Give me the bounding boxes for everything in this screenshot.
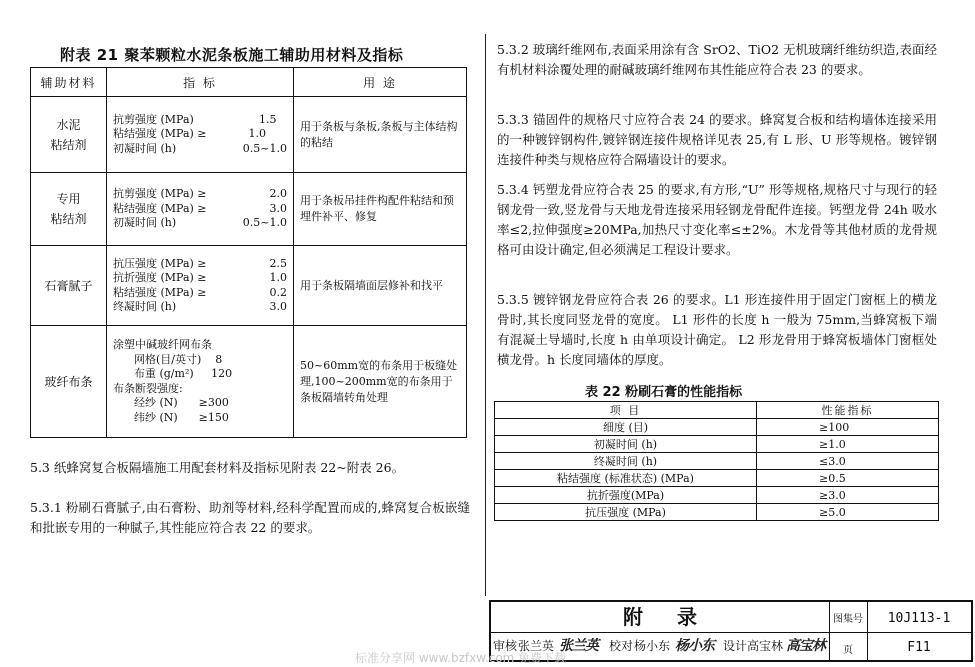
spec-cell: [107, 246, 294, 326]
table-row: [495, 487, 939, 504]
material-name: 玻纤布条: [31, 326, 107, 438]
item-cell: 抗压强度 (MPa): [495, 504, 757, 521]
table-row: [495, 504, 939, 521]
check-label: 校对: [609, 639, 634, 653]
table21-header-spec: 指 标: [107, 68, 294, 97]
use-cell: 用于条板与条板,条板与主体结构的粘结: [294, 97, 467, 173]
table22: [494, 401, 939, 521]
spec-line: 网格(目/英寸) 8: [113, 352, 223, 366]
paragraph-5-3-3: 5.3.3 锚固件的规格尺寸应符合表 24 的要求。蜂窝复合板和结构墙体连接采用的一种镀锌钢构件,镀锌钢连接件规格详见表 25,有 L 形、U 形等规格。镀锌钢连接件种类与规格应符合隔墙设计的要求。: [497, 112, 937, 167]
watermark-text: 标准分享网 www.bzfxw.com 免费下载: [355, 651, 567, 665]
table21-header-material: 辅助材料: [31, 68, 107, 97]
checker-name: 杨小东: [634, 639, 671, 653]
spec-line: 初凝时间 (h) 0.5~1.0: [113, 216, 287, 230]
value-cell: ≥0.5: [757, 470, 939, 487]
spec-line: 纬纱 (N) ≥150: [113, 410, 229, 424]
spec-line: 涂塑中碱玻纤网布条: [113, 338, 212, 351]
spec-line: 抗压强度 (MPa) ≥ 2.5: [113, 256, 287, 270]
designer-name: 高宝林: [747, 639, 784, 653]
spec-line: 经纱 (N) ≥300: [113, 396, 229, 409]
spec-line: 抗剪强度 (MPa) 1.5: [113, 112, 287, 126]
item-cell: 抗折强度(MPa): [495, 487, 757, 504]
paragraph-5-3: 5.3 纸蜂窝复合板隔墙施工用配套材料及指标见附表 22~附表 26。: [30, 460, 405, 475]
spec-cell: [107, 173, 294, 246]
table-row: [495, 436, 939, 453]
item-cell: 终凝时间 (h): [495, 453, 757, 470]
table21-title: 附表 21 聚苯颗粒水泥条板施工辅助用材料及指标: [60, 46, 404, 64]
table-row: [495, 453, 939, 470]
table22-header-item: 项 目: [495, 402, 757, 419]
value-cell: ≥5.0: [757, 504, 939, 521]
item-cell: 初凝时间 (h): [495, 436, 757, 453]
table21-header-row: [31, 68, 467, 97]
spec-cell: [107, 97, 294, 173]
spec-cell: [107, 326, 294, 438]
item-cell: 粘结强度 (标准状态) (MPa): [495, 470, 757, 487]
spec-line: 布条断裂强度:: [113, 381, 183, 395]
design-label: 设计: [723, 639, 748, 653]
value-cell: ≥100: [757, 419, 939, 436]
reviewer-signature: 张兰英: [559, 638, 598, 654]
table-row: [31, 246, 467, 326]
table-row: [495, 470, 939, 487]
spec-line: 粘结强度 (MPa) ≥ 3.0: [113, 201, 287, 215]
table22-header-index: 性能指标: [757, 402, 939, 419]
column-divider: [485, 34, 486, 596]
use-cell: 用于条板吊挂件构配件粘结和预埋件补平、修复: [294, 173, 467, 246]
paragraph-5-3-5: 5.3.5 镀锌钢龙骨应符合表 26 的要求。L1 形连接件用于固定门窗框上的横龙骨时,其长度同竖龙骨的宽度。 L1 形件的长度 h 一般为 75mm,当蜂窝板下端有混凝土导墙时,长度 h 由单项设计确定。 L2 形龙骨用于蜂窝板墙体门窗框处横龙骨。h 长度同墙体的厚度。: [497, 292, 937, 367]
table-row: [31, 173, 467, 246]
table-row: [495, 419, 939, 436]
paragraph-5-3-1: 5.3.1 粉刷石膏腻子,由石膏粉、助剂等材料,经科学配置而成的,蜂窝复合板嵌缝和批嵌专用的一种腻子,其性能应符合表 22 的要求。: [30, 500, 470, 535]
page-number: F11: [907, 640, 931, 655]
material-name: 石膏腻子: [31, 246, 107, 326]
value-cell: ≥1.0: [757, 436, 939, 453]
appendix-title: 附录: [623, 605, 731, 629]
spec-line: 粘结强度 (MPa) ≥ 0.2: [113, 285, 287, 299]
material-name: 水泥 粘结剂: [31, 97, 107, 173]
spec-line: 抗剪强度 (MPa) ≥ 2.0: [113, 187, 287, 201]
table22-title: 表 22 粉刷石膏的性能指标: [585, 385, 743, 400]
spec-line: 初凝时间 (h) 0.5~1.0: [113, 141, 287, 155]
spec-line: 终凝时间 (h) 3.0: [113, 300, 287, 313]
item-cell: 细度 (目): [495, 419, 757, 436]
table-row: [31, 326, 467, 438]
value-cell: ≥3.0: [757, 487, 939, 504]
atlas-number-label: 图集号: [833, 614, 863, 625]
page-label: 页: [843, 645, 853, 656]
checker-signature: 杨小东: [675, 638, 714, 654]
use-cell: 50~60mm宽的布条用于板缝处理,100~200mm宽的布条用于条板隔墙转角处理: [294, 326, 467, 438]
paragraph-5-3-4: 5.3.4 钙塑龙骨应符合表 25 的要求,有方形,“U” 形等规格,规格尺寸与现行的轻钢龙骨一致,竖龙骨与天地龙骨连接采用轻钢龙骨配件连接。钙塑龙骨 24h 吸水率≤2,拉伸强度≥20MPa,加热尺寸变化率≤±2%。木龙骨等其他材质的龙骨规格可由设计确定,但必须满足工程设计要求。: [497, 182, 937, 257]
spec-line: 粘结强度 (MPa) ≥ 1.0: [113, 127, 287, 141]
table21-header-use: 用 途: [294, 68, 467, 97]
value-cell: ≤3.0: [757, 453, 939, 470]
atlas-number: 10J113-1: [887, 611, 951, 626]
table22-header-row: [495, 402, 939, 419]
spec-line: 布重 (g/m²) 120: [113, 367, 233, 380]
table21: [30, 67, 467, 438]
spec-line: 抗折强度 (MPa) ≥ 1.0: [113, 271, 287, 284]
designer-signature: 高宝林: [786, 638, 825, 654]
material-name: 专用 粘结剂: [31, 173, 107, 246]
paragraph-5-3-2: 5.3.2 玻璃纤维网布,表面采用涂有含 SrO2、TiO2 无机玻璃纤维纺织造,表面经有机材料涂覆处理的耐碱玻璃纤维网布其性能应符合表 23 的要求。: [497, 42, 937, 77]
review-label: 审核: [493, 639, 518, 653]
table-row: [31, 97, 467, 173]
use-cell: 用于条板隔墙面层修补和找平: [294, 246, 467, 326]
reviewer-name: 张兰英: [518, 639, 555, 653]
